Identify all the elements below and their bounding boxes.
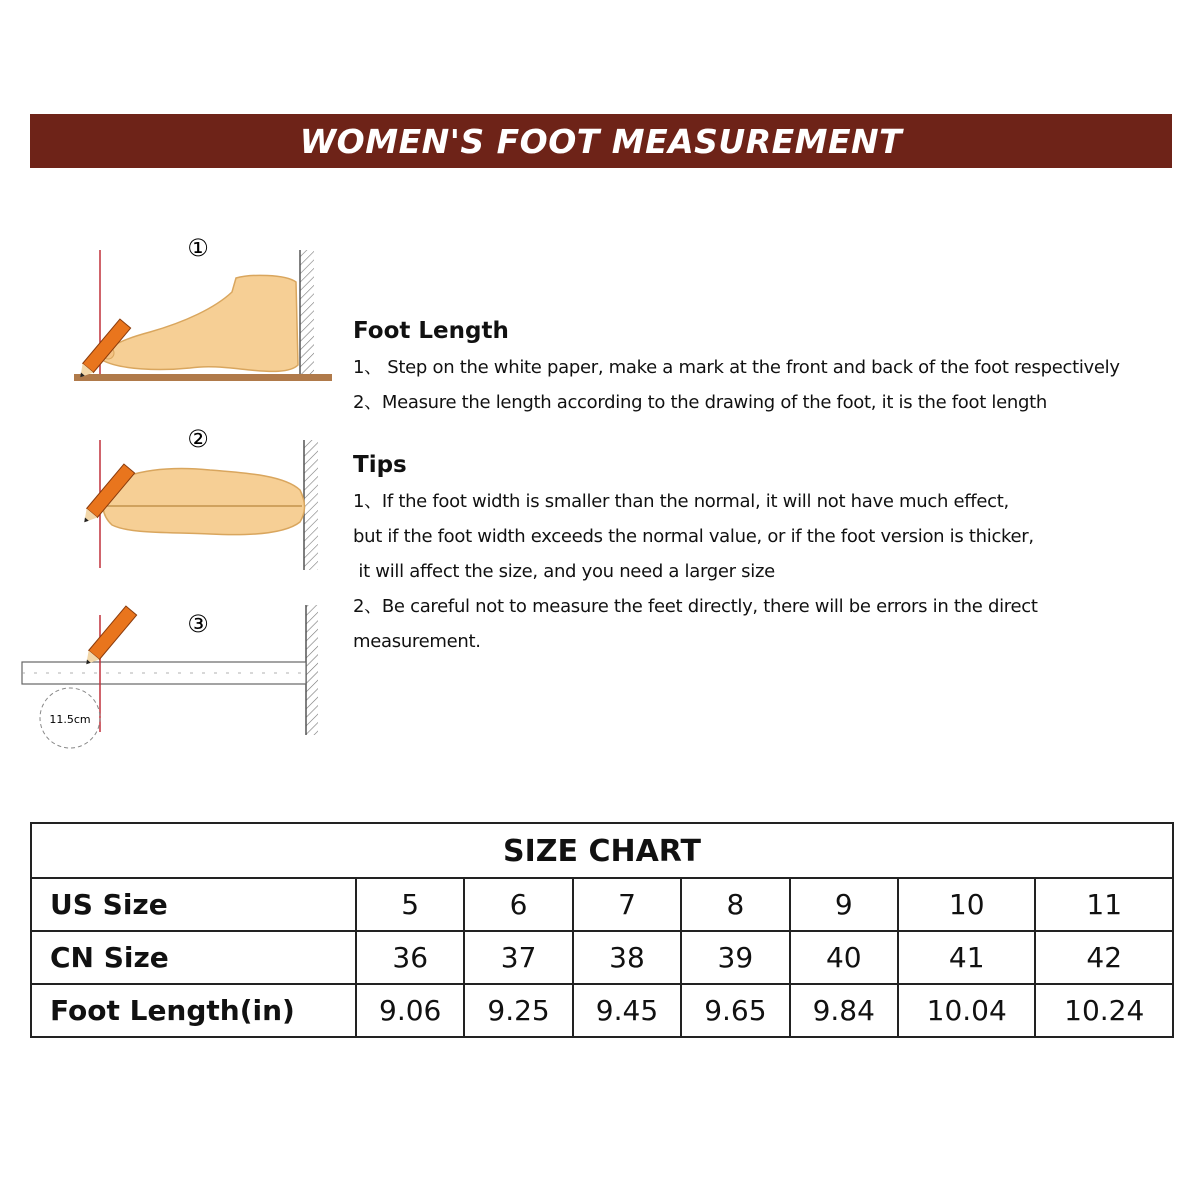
table-cell: 8 bbox=[681, 878, 789, 931]
table-cell: 9.84 bbox=[790, 984, 898, 1037]
step1-illustration bbox=[74, 234, 332, 382]
instructions bbox=[353, 318, 1193, 659]
wall-hatch bbox=[304, 440, 318, 570]
table-cell: 36 bbox=[356, 931, 464, 984]
tips-line-5: measurement. bbox=[353, 631, 481, 652]
table-row bbox=[31, 878, 1173, 931]
floor-board bbox=[74, 374, 332, 381]
table-cell: 40 bbox=[790, 931, 898, 984]
wall-hatch bbox=[306, 605, 318, 735]
table-cell: 5 bbox=[356, 878, 464, 931]
us-size-label: US Size bbox=[31, 878, 356, 931]
title-banner bbox=[30, 114, 1172, 168]
tips-line-3: it will affect the size, and you need a larger size bbox=[353, 561, 775, 582]
table-cell: 9.06 bbox=[356, 984, 464, 1037]
cn-size-label: CN Size bbox=[31, 931, 356, 984]
step3-label: ③ bbox=[187, 610, 209, 638]
table-cell: 37 bbox=[464, 931, 572, 984]
table-cell: 7 bbox=[573, 878, 681, 931]
table-cell: 9.45 bbox=[573, 984, 681, 1037]
step2-label: ② bbox=[187, 425, 209, 453]
table-row bbox=[31, 984, 1173, 1037]
table-cell: 9.65 bbox=[681, 984, 789, 1037]
wall-hatch bbox=[300, 250, 314, 375]
tips-line-2: but if the foot width exceeds the normal value, or if the foot version is thicker, bbox=[353, 526, 1034, 547]
table-cell: 10.04 bbox=[898, 984, 1036, 1037]
tips-heading: Tips bbox=[353, 452, 407, 478]
tips-line-1: 1、If the foot width is smaller than the normal, it will not have much effect, bbox=[353, 491, 1009, 512]
foot-length-line-1: 1、 Step on the white paper, make a mark at the front and back of the foot respectively bbox=[353, 357, 1120, 378]
table-cell: 39 bbox=[681, 931, 789, 984]
foot-top-shape bbox=[103, 469, 305, 535]
ruler-reading: 11.5cm bbox=[49, 713, 91, 726]
table-cell: 42 bbox=[1035, 931, 1173, 984]
tips-line-4: 2、Be careful not to measure the feet directly, there will be errors in the direct bbox=[353, 596, 1038, 617]
size-chart-title: SIZE CHART bbox=[31, 823, 1173, 878]
pencil-icon bbox=[81, 606, 137, 669]
table-cell: 10 bbox=[898, 878, 1036, 931]
table-cell: 11 bbox=[1035, 878, 1173, 931]
step1-label: ① bbox=[187, 234, 209, 262]
foot-length-heading: Foot Length bbox=[353, 318, 509, 344]
foot-side-shape bbox=[102, 275, 298, 371]
step3-illustration bbox=[22, 605, 318, 748]
table-cell: 41 bbox=[898, 931, 1036, 984]
size-chart-table bbox=[30, 822, 1174, 1038]
table-cell: 6 bbox=[464, 878, 572, 931]
table-cell: 9 bbox=[790, 878, 898, 931]
page-title: WOMEN'S FOOT MEASUREMENT bbox=[299, 121, 903, 161]
foot-length-label: Foot Length(in) bbox=[31, 984, 356, 1037]
measurement-illustrations bbox=[0, 200, 340, 760]
table-row bbox=[31, 931, 1173, 984]
step2-illustration bbox=[79, 425, 318, 570]
table-cell: 38 bbox=[573, 931, 681, 984]
foot-length-line-2: 2、Measure the length according to the drawing of the foot, it is the foot length bbox=[353, 392, 1047, 413]
table-cell: 9.25 bbox=[464, 984, 572, 1037]
table-cell: 10.24 bbox=[1035, 984, 1173, 1037]
